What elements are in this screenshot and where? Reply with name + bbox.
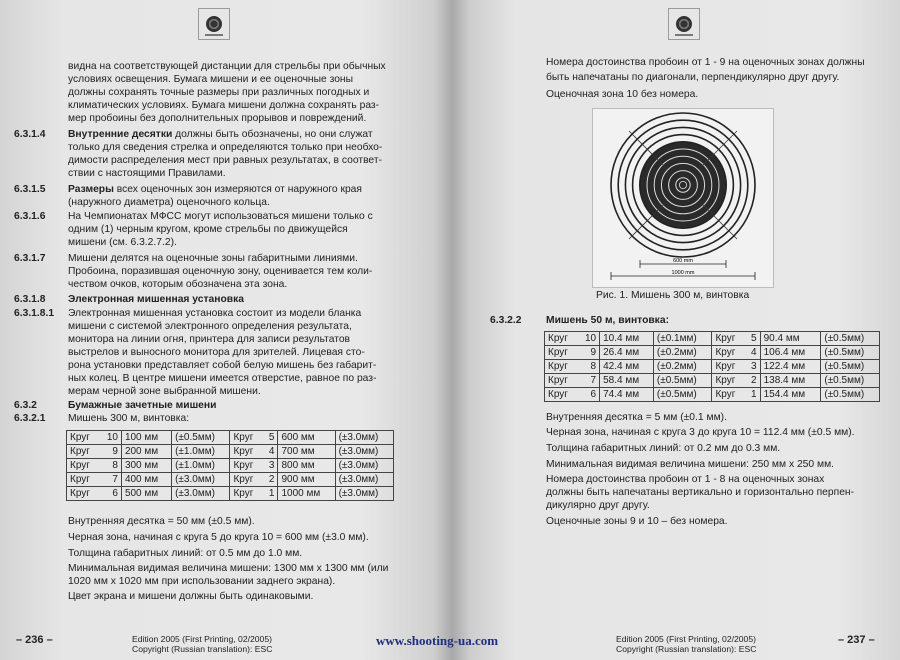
rifle-300m-target-icon — [593, 109, 773, 287]
table-row — [67, 473, 394, 487]
table-cell: 9 — [99, 445, 121, 459]
section-number: 6.3.2.1 — [14, 413, 46, 424]
section-title: Бумажные зачетные мишени — [68, 400, 217, 411]
table-cell: (±0.1мм) — [653, 332, 712, 346]
book-spread: видна на соответствующей дистанции для стрельбы при обычных условиях освещения. Бумага мишени и ее оценочные зоны должны сохранять точные размеры при различных погодных и климатических условиях. Бумага мишени должна сохранять раз- мер пробоины без дополнительных прорывов и повреждений. 6.3.1.4 Внутренние десятки должны быть обозначены, но они служат только для сведения стрелка и определяются только при необхо- димости распределения мест при равных результатах, в соответ- ствии с настоящими Правилами. 6.3.1.5 Размеры всех оценочных зон измеряются от наружного края (наружного диаметра) оценочного кольца. 6.3.1.6 На Чемпионатах МФСС могут использоваться мишени только с одним (1) черным кругом, кроме стрельбы по движущейся мишени (см. 6.3.2.7.2). 6.3.1.7 Мишени делятся на оценочные зоны габаритными линиями. Пробоина, поразившая оценочную зону, оценивается тем коли- чеством очков, которым обозначена эта зона. 6.3.1.8 Электронная мишенная установка 6.3.1.8.1 Электронная мишенная установка состоит из модели бланка мишени с системой электронного определения результата, монитора на линии огня, принтера для записи результатов выстрелов и выносного монитора для зрителей. Лицевая сто- рона установки представляет собой белую мишень без габарит- ных колец. В центре мишени имеется отверстие, равное по раз- мерам черной зоне выбранной мишени. 6.3.2 Бумажные зачетные мишени 6.3.2.1 Мишень 300 м, винтовка: Круг 10 100 мм (±0.5мм) Круг 5 600 мм (±3.0мм) Круг 9 200 мм (±1.0мм) Круг 4 700 мм (±3.0мм) Круг 8 300 мм (±1.0мм) Круг 3 800 мм (±3.0мм) Круг 7 400 мм (±3.0мм) Круг 2 900 мм (±3.0мм) Круг 6 500 мм (±3.0мм) Круг 1 1000 мм (±3.0мм) Внутренняя десятка = 50 мм (±0.5 мм). Черная зона, начиная с круга 5 до круга 10 = 600 мм (±3.0 мм). Толщина габаритных линий: от 0.5 мм до 1.0 мм. Минимальная видимая величина мишени: 1300 мм х 1300 мм (или 1020 мм х 1020 мм при использовании заднего экрана). Цвет экрана и мишени должны быть одинаковыми. – 236 – Edition 2005 (First Printing, 02/2005) Copyright (Russian translation): ESC Номера достоинства пробоин от 1 - 9 на оценочных зонах должны быть напечатаны по диагонали, перпендикулярно друг другу. Оценочная зона 10 без номера. 600 mm 1000 mm Рис. 1. Мишень 300 м, винтовка 6.3.2.2 Мишень 50 м, винтовка: Круг 10 10.4 мм (±0.1мм) Круг 5 90.4 мм (±0.5мм) Круг 9 26.4 мм (±0.2мм) Круг 4 106.4 мм (±0.5мм) Круг 8 42.4 мм (±0.2мм) Круг 3 122.4 мм (±0.5мм) Круг 7 58.4 мм (±0.5мм) Круг 2 138.4 мм (±0.5мм) Круг 6 74.4 мм (±0.5мм) Круг 1 154.4 мм (±0.5мм) Внутренняя десятка = 5 мм (±0.1 мм). Черная зона, начиная с круга 3 до круга 10 = 112.4 мм (±0.5 мм). Толщина габаритных линий: от 0.2 мм до 0.3 мм. Минимальная видимая величина мишени: 250 мм х 250 мм. Номера достоинства пробоин от 1 - 8 на оценочных зонах должны быть напечатаны вертикально и горизонтально перпен- дикулярно друг другу. Оценочные зоны 9 и 10 – без номера. Edition 2005 (First Printing, 02/2005) Copyright (Russian translation): ESC – 237 – www.shooting-ua.com — [0, 0, 900, 660]
table-cell: 10 — [99, 431, 121, 445]
table-cell: Круг — [230, 487, 263, 501]
table-cell: Круг — [712, 332, 745, 346]
table-cell: (±0.2мм) — [653, 346, 712, 360]
table-cell: 6 — [578, 388, 600, 402]
issf-logo-icon — [668, 8, 700, 40]
table-cell: 10 — [578, 332, 600, 346]
table-row — [67, 487, 394, 501]
table-cell: 10.4 мм — [600, 332, 654, 346]
section-title: Мишень 50 м, винтовка: — [546, 315, 669, 326]
copyright-line: Copyright (Russian translation): ESC — [616, 644, 757, 654]
table-cell: 122.4 мм — [760, 360, 821, 374]
table-cell: Круг — [712, 360, 745, 374]
table-row — [545, 374, 880, 388]
table-cell: 200 мм — [121, 445, 171, 459]
table-cell: 2 — [745, 374, 760, 388]
edition-line: Edition 2005 (First Printing, 02/2005) — [616, 634, 756, 644]
edition-line: Edition 2005 (First Printing, 02/2005) — [132, 634, 272, 644]
table-cell: (±0.5мм) — [821, 346, 880, 360]
table-cell: 800 мм — [278, 459, 335, 473]
section-number: 6.3.1.8.1 — [14, 308, 55, 319]
table-cell: Круг — [230, 473, 263, 487]
table-cell: Круг — [712, 388, 745, 402]
table-cell: Круг — [545, 332, 578, 346]
table-cell: (±3.0мм) — [172, 487, 230, 501]
table-cell: (±0.5мм) — [821, 360, 880, 374]
table-cell: Круг — [545, 388, 578, 402]
dimension-label-600: 600 mm — [673, 258, 693, 264]
table-cell: 100 мм — [121, 431, 171, 445]
table-cell: (±0.5мм) — [821, 332, 880, 346]
watermark-link[interactable]: www.shooting-ua.com — [376, 633, 499, 648]
table-cell: 500 мм — [121, 487, 171, 501]
copyright-line: Copyright (Russian translation): ESC — [132, 644, 273, 654]
table-cell: Круг — [67, 459, 100, 473]
table-cell: 9 — [578, 346, 600, 360]
dimension-label-1000: 1000 mm — [671, 270, 695, 276]
table-cell: 1 — [263, 487, 278, 501]
table-cell: 300 мм — [121, 459, 171, 473]
table-cell: (±0.5мм) — [172, 431, 230, 445]
target-figure — [592, 108, 774, 288]
table-cell: (±0.5мм) — [653, 374, 712, 388]
section-text: Внутренние десятки должны быть обозначены, но они служат — [68, 129, 373, 140]
table-cell: 7 — [99, 473, 121, 487]
table-cell: (±0.5мм) — [653, 388, 712, 402]
table-cell: (±3.0мм) — [335, 487, 393, 501]
table-row — [67, 459, 394, 473]
table-cell: 4 — [263, 445, 278, 459]
table-row — [545, 346, 880, 360]
page-number: – 236 – — [16, 634, 53, 646]
table-row — [545, 332, 880, 346]
section-number: 6.3.1.4 — [14, 129, 46, 140]
page-number: – 237 – — [838, 634, 875, 646]
table-cell: Круг — [67, 445, 100, 459]
table-cell: (±3.0мм) — [335, 459, 393, 473]
table-cell: (±3.0мм) — [335, 473, 393, 487]
ring-size-table — [544, 331, 880, 402]
table-cell: 5 — [263, 431, 278, 445]
table-cell: 600 мм — [278, 431, 335, 445]
ring-size-table — [66, 430, 394, 501]
table-cell: 900 мм — [278, 473, 335, 487]
issf-logo-icon — [198, 8, 230, 40]
section-number: 6.3.2 — [14, 400, 37, 411]
table-cell: Круг — [712, 346, 745, 360]
section-number: 6.3.1.6 — [14, 211, 46, 222]
section-number: 6.3.1.5 — [14, 184, 46, 195]
table-cell: Круг — [67, 487, 100, 501]
figure-caption: Рис. 1. Мишень 300 м, винтовка — [596, 290, 750, 301]
table-cell: 2 — [263, 473, 278, 487]
table-row — [67, 431, 394, 445]
table-cell: Круг — [545, 374, 578, 388]
table-cell: 8 — [578, 360, 600, 374]
table-cell: 8 — [99, 459, 121, 473]
table-cell: 400 мм — [121, 473, 171, 487]
table-cell: 154.4 мм — [760, 388, 821, 402]
table-cell: Круг — [545, 346, 578, 360]
table-cell: 3 — [263, 459, 278, 473]
table-cell: 1000 мм — [278, 487, 335, 501]
table-cell: 7 — [578, 374, 600, 388]
table-cell: (±1.0мм) — [172, 445, 230, 459]
section-number: 6.3.2.2 — [490, 315, 522, 326]
table-cell: (±0.5мм) — [821, 388, 880, 402]
table-cell: 26.4 мм — [600, 346, 654, 360]
table-cell: Круг — [230, 431, 263, 445]
table-cell: Круг — [230, 459, 263, 473]
table-cell: Круг — [230, 445, 263, 459]
section-text: Размеры всех оценочных зон измеряются от наружного края — [68, 184, 362, 195]
table-cell: (±3.0мм) — [335, 431, 393, 445]
section-number: 6.3.1.8 — [14, 294, 46, 305]
table-row — [545, 388, 880, 402]
table-cell: (±3.0мм) — [335, 445, 393, 459]
table-cell: Круг — [545, 360, 578, 374]
table-cell: 74.4 мм — [600, 388, 654, 402]
table-cell: 42.4 мм — [600, 360, 654, 374]
table-cell: (±3.0мм) — [172, 473, 230, 487]
table-cell: 106.4 мм — [760, 346, 821, 360]
table-cell: Круг — [712, 374, 745, 388]
table-cell: 700 мм — [278, 445, 335, 459]
table-cell: 1 — [745, 388, 760, 402]
table-row — [545, 360, 880, 374]
table-cell: 5 — [745, 332, 760, 346]
table-cell: (±0.5мм) — [821, 374, 880, 388]
table-cell: Круг — [67, 473, 100, 487]
section-number: 6.3.1.7 — [14, 253, 46, 264]
table-cell: 3 — [745, 360, 760, 374]
table-cell: 6 — [99, 487, 121, 501]
section-title: Электронная мишенная установка — [68, 294, 244, 305]
table-cell: (±1.0мм) — [172, 459, 230, 473]
left-page: видна на соответствующей дистанции для стрельбы при обычных условиях освещения. Бумага мишени и ее оценочные зоны должны сохранять точные размеры при различных погодных и климатических условиях. Бумага мишени должна сохранять раз- мер пробоины без дополнительных прорывов и повреждений. 6.3.1.4 Внутренние десятки должны быть обозначены, но они служат только для сведения стрелка и определяются только при необхо- димости распределения мест при равных результатах, в соответ- ствии с настоящими Правилами. 6.3.1.5 Размеры всех оценочных зон измеряются от наружного края (наружного диаметра) оценочного кольца. 6.3.1.6 На Чемпионатах МФСС могут использоваться мишени только с одним (1) черным кругом, кроме стрельбы по движущейся мишени (см. 6.3.2.7.2). 6.3.1.7 Мишени делятся на оценочные зоны габаритными линиями. Пробоина, поразившая оценочную зону, оценивается тем коли- чеством очков, которым обозначена эта зона. 6.3.1.8 Электронная мишенная установка 6.3.1.8.1 Электронная мишенная установка состоит из модели бланка мишени с системой электронного определения результата, монитора на линии огня, принтера для записи результатов выстрелов и выносного монитора для зрителей. Лицевая сто- рона установки представляет собой белую мишень без габарит- ных колец. В центре мишени имеется отверстие, равное по раз- мерам черной зоне выбранной мишени. 6.3.2 Бумажные зачетные мишени 6.3.2.1 Мишень 300 м, винтовка: Круг 10 100 мм (±0.5мм) Круг 5 600 мм (±3.0мм) Круг 9 200 мм (±1.0мм) Круг 4 700 мм (±3.0мм) Круг 8 300 мм (±1.0мм) Круг 3 800 мм (±3.0мм) Круг 7 400 мм (±3.0мм) Круг 2 900 мм (±3.0мм) Круг 6 500 мм (±3.0мм) Круг 1 1000 мм (±3.0мм) Внутренняя десятка = 50 мм (±0.5 мм). Черная зона, начиная с круга 5 до круга 10 = 600 мм (±3.0 мм). Толщина габаритных линий: от 0.5 мм до 1.0 мм. Минимальная видимая величина мишени: 1300 мм х 1300 мм (или 1020 мм х 1020 мм при использовании заднего экрана). Цвет экрана и мишени должны быть одинаковыми. – 236 – Edition 2005 (First Printing, 02/2005) Copyright (Russian translation): ESC — [0, 0, 452, 660]
table-cell: (±0.2мм) — [653, 360, 712, 374]
table-cell: 4 — [745, 346, 760, 360]
table-cell: 58.4 мм — [600, 374, 654, 388]
table-row — [67, 445, 394, 459]
section-title: Мишень 300 м, винтовка: — [68, 413, 190, 424]
table-cell: 138.4 мм — [760, 374, 821, 388]
table-cell: Круг — [67, 431, 100, 445]
table-cell: 90.4 мм — [760, 332, 821, 346]
